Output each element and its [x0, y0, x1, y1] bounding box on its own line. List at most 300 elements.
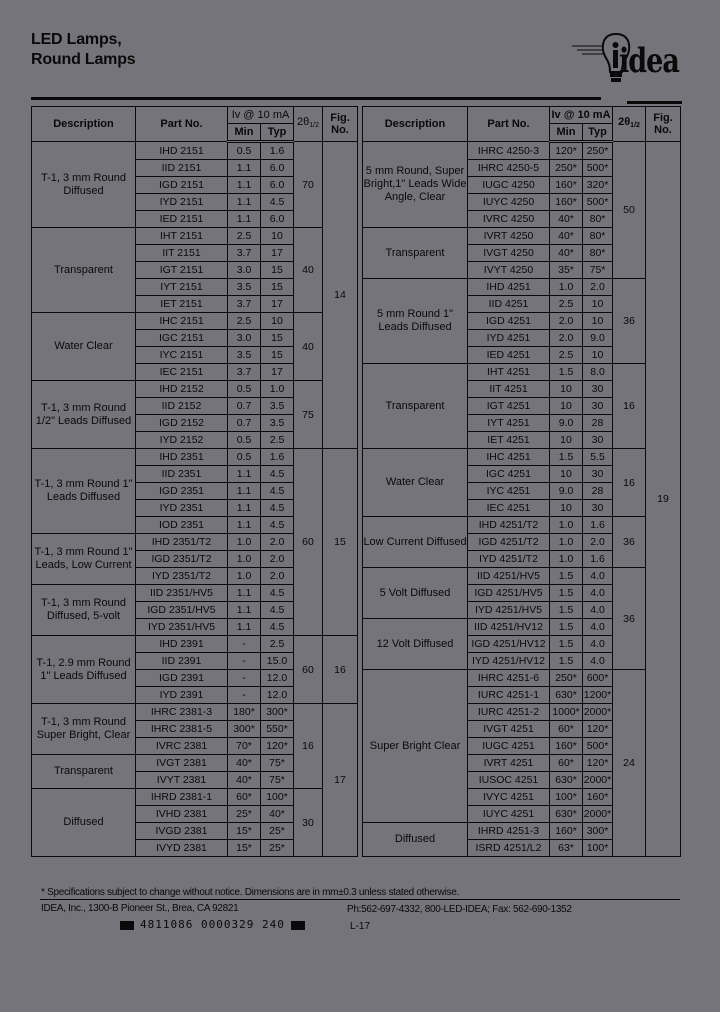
- part-number: IID 4251/HV12: [468, 619, 550, 636]
- iv-min: 1.1: [228, 585, 261, 602]
- iv-typ: 1.6: [261, 449, 294, 466]
- barcode-block-icon: [291, 921, 305, 930]
- part-number: IHC 4251: [468, 449, 550, 466]
- table-row: [32, 228, 358, 245]
- iv-typ: 28: [583, 415, 613, 432]
- part-number: IYD 2351: [136, 500, 228, 517]
- group-description: 12 Volt Diffused: [363, 619, 468, 670]
- viewing-angle: 16: [613, 364, 646, 449]
- viewing-angle: 30: [294, 789, 323, 857]
- iv-min: 250*: [550, 160, 583, 177]
- part-number: IYD 2351/HV5: [136, 619, 228, 636]
- iv-min: 1.0: [228, 534, 261, 551]
- barcode-block-icon: [120, 921, 134, 930]
- iv-typ: 30: [583, 432, 613, 449]
- part-number: IHD 2351/T2: [136, 534, 228, 551]
- iv-typ: 2000*: [583, 806, 613, 823]
- right-spec-table: [362, 106, 681, 857]
- iv-typ: 4.5: [261, 500, 294, 517]
- iv-min: 160*: [550, 194, 583, 211]
- part-number: IVGT 4250: [468, 245, 550, 262]
- iv-min: 9.0: [550, 483, 583, 500]
- viewing-angle: 40: [294, 228, 323, 313]
- group-description: Water Clear: [363, 449, 468, 517]
- part-number: IGC 4251: [468, 466, 550, 483]
- iv-min: 1.1: [228, 177, 261, 194]
- part-number: IID 2151: [136, 160, 228, 177]
- iv-typ: 4.0: [583, 636, 613, 653]
- part-number: IYC 4251: [468, 483, 550, 500]
- iv-min: 0.5: [228, 449, 261, 466]
- group-description: T-1, 3 mm Round 1" Leads Diffused: [32, 449, 136, 534]
- viewing-angle: 40: [294, 313, 323, 381]
- group-description: T-1, 3 mm Round 1" Leads, Low Current: [32, 534, 136, 585]
- iv-typ: 12.0: [261, 670, 294, 687]
- iv-min: 70*: [228, 738, 261, 755]
- part-number: IUYC 4250: [468, 194, 550, 211]
- iv-typ: 6.0: [261, 211, 294, 228]
- part-number: IHD 2151: [136, 142, 228, 160]
- group-description: T-1, 2.9 mm Round 1" Leads Diffused: [32, 636, 136, 704]
- part-number: IVGD 2381: [136, 823, 228, 840]
- iv-min: 160*: [550, 823, 583, 840]
- iv-typ: 9.0: [583, 330, 613, 347]
- part-number: IHRD 4251-3: [468, 823, 550, 840]
- part-number: IVGT 2381: [136, 755, 228, 772]
- iv-min: 40*: [550, 245, 583, 262]
- part-number: IHRD 2381-1: [136, 789, 228, 806]
- part-number: IGD 2351/T2: [136, 551, 228, 568]
- iv-min: 180*: [228, 704, 261, 721]
- col-part-no: Part No.: [136, 107, 228, 142]
- part-number: IGC 2151: [136, 330, 228, 347]
- group-description: Super Bright Clear: [363, 670, 468, 823]
- iv-min: 2.5: [228, 313, 261, 330]
- iv-typ: 4.5: [261, 194, 294, 211]
- iv-min: 60*: [228, 789, 261, 806]
- figure-number: 14: [323, 142, 358, 449]
- left-spec-table: [31, 106, 358, 857]
- col-iv-group: Iv @ 10 mA: [550, 107, 613, 124]
- iv-typ: 250*: [583, 142, 613, 160]
- part-number: IHD 2152: [136, 381, 228, 398]
- iv-min: 1.5: [550, 449, 583, 466]
- group-description: T-1, 3 mm Round 1/2" Leads Diffused: [32, 381, 136, 449]
- part-number: IVYT 2381: [136, 772, 228, 789]
- part-number: IYT 2151: [136, 279, 228, 296]
- table-row: [32, 381, 358, 398]
- iv-min: 40*: [228, 772, 261, 789]
- part-number: IGD 4251: [468, 313, 550, 330]
- iv-min: 0.7: [228, 398, 261, 415]
- title-rule: [31, 97, 601, 100]
- iv-min: 40*: [228, 755, 261, 772]
- iv-min: 3.5: [228, 279, 261, 296]
- iv-min: 1.5: [550, 364, 583, 381]
- iv-typ: 75*: [583, 262, 613, 279]
- group-description: 5 mm Round 1" Leads Diffused: [363, 279, 468, 364]
- iv-typ: 25*: [261, 840, 294, 857]
- iv-typ: 17: [261, 364, 294, 381]
- part-number: IYD 4251: [468, 330, 550, 347]
- iv-typ: 10: [261, 228, 294, 245]
- iv-typ: 4.0: [583, 653, 613, 670]
- iv-min: 1.1: [228, 619, 261, 636]
- part-number: IUYC 4251: [468, 806, 550, 823]
- part-number: IYT 4251: [468, 415, 550, 432]
- iv-typ: 17: [261, 296, 294, 313]
- part-number: IUSOC 4251: [468, 772, 550, 789]
- part-number: IGD 4251/HV12: [468, 636, 550, 653]
- iv-min: 2.0: [550, 313, 583, 330]
- iv-min: 3.0: [228, 330, 261, 347]
- part-number: IYD 4251/HV12: [468, 653, 550, 670]
- iv-min: 2.5: [550, 347, 583, 364]
- viewing-angle: 24: [613, 670, 646, 857]
- iv-typ: 2000*: [583, 704, 613, 721]
- iv-typ: 28: [583, 483, 613, 500]
- iv-min: 35*: [550, 262, 583, 279]
- col-angle: $2\theta_{1/2}$: [613, 107, 646, 142]
- col-description: Description: [363, 107, 468, 142]
- iv-min: 2.5: [550, 296, 583, 313]
- iv-typ: 120*: [261, 738, 294, 755]
- iv-min: 3.7: [228, 245, 261, 262]
- part-number: IYD 2351/T2: [136, 568, 228, 585]
- iv-typ: 80*: [583, 245, 613, 262]
- part-number: IYD 2391: [136, 687, 228, 704]
- iv-min: 1.0: [550, 279, 583, 296]
- group-description: Low Current Diffused: [363, 517, 468, 568]
- part-number: IGD 4251/HV5: [468, 585, 550, 602]
- iv-typ: 17: [261, 245, 294, 262]
- iv-typ: 1200*: [583, 687, 613, 704]
- iv-typ: 2.5: [261, 432, 294, 449]
- company-phone: Ph:562-697-4332, 800-LED-IDEA; Fax: 562-690-1352: [347, 904, 572, 915]
- iv-min: 10: [550, 500, 583, 517]
- part-number: IHRC 2381-5: [136, 721, 228, 738]
- viewing-angle: 50: [613, 142, 646, 279]
- iv-typ: 550*: [261, 721, 294, 738]
- part-number: IID 2152: [136, 398, 228, 415]
- iv-typ: 75*: [261, 772, 294, 789]
- group-description: Transparent: [32, 228, 136, 313]
- part-number: IIT 2151: [136, 245, 228, 262]
- part-number: IHT 4251: [468, 364, 550, 381]
- iv-min: 1.5: [550, 619, 583, 636]
- part-number: IYD 2152: [136, 432, 228, 449]
- part-number: IGD 2151: [136, 177, 228, 194]
- viewing-angle: 75: [294, 381, 323, 449]
- part-number: IGD 2351: [136, 483, 228, 500]
- iv-min: 1.1: [228, 466, 261, 483]
- part-number: IVRC 2381: [136, 738, 228, 755]
- table-row: [32, 449, 358, 466]
- part-number: IHC 2151: [136, 313, 228, 330]
- iv-typ: 1.6: [583, 517, 613, 534]
- iv-min: -: [228, 653, 261, 670]
- iv-typ: 500*: [583, 194, 613, 211]
- iv-min: -: [228, 687, 261, 704]
- iv-typ: 4.5: [261, 466, 294, 483]
- iv-typ: 6.0: [261, 160, 294, 177]
- iv-typ: 160*: [583, 789, 613, 806]
- iv-typ: 40*: [261, 806, 294, 823]
- barcode-text: 4811086 0000329 240: [140, 918, 285, 931]
- table-row: [32, 313, 358, 330]
- iv-typ: 2.0: [261, 568, 294, 585]
- table-row: [32, 636, 358, 653]
- footnote: * Specifications subject to change without notice. Dimensions are in mm±0.3 unless stated otherwise.: [41, 887, 459, 898]
- part-number: IVRT 4250: [468, 228, 550, 245]
- part-number: IHD 4251/T2: [468, 517, 550, 534]
- company-address: IDEA, Inc., 1300-B Pioneer St., Brea, CA 92821: [41, 903, 239, 914]
- viewing-angle: 36: [613, 279, 646, 364]
- col-iv-group: Iv @ 10 mA: [228, 107, 294, 124]
- iv-typ: 25*: [261, 823, 294, 840]
- iv-min: 2.5: [228, 228, 261, 245]
- iv-min: 15*: [228, 823, 261, 840]
- viewing-angle: 60: [294, 449, 323, 636]
- iv-min: 9.0: [550, 415, 583, 432]
- iv-min: 120*: [550, 142, 583, 160]
- title-line-1: LED Lamps,: [31, 31, 122, 48]
- iv-typ: 4.0: [583, 619, 613, 636]
- iv-typ: 80*: [583, 228, 613, 245]
- col-description: Description: [32, 107, 136, 142]
- part-number: IID 2351/HV5: [136, 585, 228, 602]
- iv-min: 15*: [228, 840, 261, 857]
- iv-min: 0.7: [228, 415, 261, 432]
- iv-min: -: [228, 636, 261, 653]
- part-number: IEC 4251: [468, 500, 550, 517]
- part-number: IET 4251: [468, 432, 550, 449]
- iv-min: 160*: [550, 738, 583, 755]
- col-typ: Typ: [261, 124, 294, 142]
- iv-typ: 2.0: [583, 534, 613, 551]
- iv-min: 100*: [550, 789, 583, 806]
- iv-typ: 30: [583, 500, 613, 517]
- iv-typ: 10: [261, 313, 294, 330]
- iv-typ: 4.5: [261, 619, 294, 636]
- table-row: [32, 704, 358, 721]
- part-number: IURC 4251-2: [468, 704, 550, 721]
- iv-min: 1.0: [228, 551, 261, 568]
- part-number: IVRC 4250: [468, 211, 550, 228]
- part-number: IID 4251/HV5: [468, 568, 550, 585]
- part-number: IID 4251: [468, 296, 550, 313]
- iv-typ: 500*: [583, 160, 613, 177]
- viewing-angle: 60: [294, 636, 323, 704]
- iv-typ: 15: [261, 279, 294, 296]
- iv-min: 1000*: [550, 704, 583, 721]
- iv-min: 1.1: [228, 500, 261, 517]
- part-number: ISRD 4251/L2: [468, 840, 550, 857]
- part-number: IID 2391: [136, 653, 228, 670]
- iv-typ: 3.5: [261, 415, 294, 432]
- iv-typ: 2.5: [261, 636, 294, 653]
- iv-min: 3.7: [228, 296, 261, 313]
- iv-min: 1.5: [550, 585, 583, 602]
- iv-typ: 100*: [261, 789, 294, 806]
- title-line-2: Round Lamps: [31, 51, 136, 68]
- iv-min: 1.5: [550, 602, 583, 619]
- iv-min: 3.5: [228, 347, 261, 364]
- iv-typ: 1.6: [583, 551, 613, 568]
- part-number: IGT 2151: [136, 262, 228, 279]
- viewing-angle: 16: [294, 704, 323, 789]
- iv-min: 300*: [228, 721, 261, 738]
- part-number: IYD 4251/T2: [468, 551, 550, 568]
- iv-typ: 300*: [261, 704, 294, 721]
- table-row: [363, 517, 681, 534]
- iv-typ: 100*: [583, 840, 613, 857]
- table-row: [363, 449, 681, 466]
- part-number: IEC 2151: [136, 364, 228, 381]
- part-number: IHD 2391: [136, 636, 228, 653]
- col-fig: Fig. No.: [646, 107, 681, 142]
- part-number: IED 2151: [136, 211, 228, 228]
- group-description: T-1, 3 mm Round Super Bright, Clear: [32, 704, 136, 755]
- group-description: T-1, 3 mm Round Diffused, 5-volt: [32, 585, 136, 636]
- iv-typ: 600*: [583, 670, 613, 687]
- table-row: [32, 789, 358, 806]
- iv-min: 630*: [550, 772, 583, 789]
- iv-typ: 4.5: [261, 585, 294, 602]
- iv-min: 1.0: [550, 534, 583, 551]
- part-number: IUGC 4251: [468, 738, 550, 755]
- iv-min: 1.1: [228, 211, 261, 228]
- col-typ: Typ: [583, 124, 613, 142]
- iv-min: 1.1: [228, 483, 261, 500]
- iv-min: 60*: [550, 755, 583, 772]
- iv-min: 0.5: [228, 432, 261, 449]
- part-number: IYD 2151: [136, 194, 228, 211]
- iv-min: 3.7: [228, 364, 261, 381]
- iv-typ: 2.0: [261, 534, 294, 551]
- iv-min: 2.0: [550, 330, 583, 347]
- figure-number: 16: [323, 636, 358, 704]
- group-description: Transparent: [363, 228, 468, 279]
- iv-typ: 10: [583, 313, 613, 330]
- part-number: IOD 2351: [136, 517, 228, 534]
- iv-typ: 120*: [583, 755, 613, 772]
- iv-typ: 30: [583, 381, 613, 398]
- part-number: IHD 2351: [136, 449, 228, 466]
- part-number: IYC 2151: [136, 347, 228, 364]
- barcode-line: [114, 918, 311, 931]
- iv-min: 25*: [228, 806, 261, 823]
- part-number: IVYC 4251: [468, 789, 550, 806]
- col-angle: $2\theta_{1/2}$: [294, 107, 323, 142]
- col-part-no: Part No.: [468, 107, 550, 142]
- iv-typ: 4.5: [261, 602, 294, 619]
- iv-min: 40*: [550, 211, 583, 228]
- iv-min: 1.1: [228, 517, 261, 534]
- iv-typ: 2.0: [261, 551, 294, 568]
- iv-typ: 300*: [583, 823, 613, 840]
- iv-typ: 4.5: [261, 517, 294, 534]
- iv-min: 10: [550, 466, 583, 483]
- page-number: L-17: [350, 921, 371, 932]
- iv-typ: 4.0: [583, 602, 613, 619]
- part-number: IVGT 4251: [468, 721, 550, 738]
- iv-typ: 10: [583, 296, 613, 313]
- iv-min: 63*: [550, 840, 583, 857]
- viewing-angle: 16: [613, 449, 646, 517]
- iv-min: 0.5: [228, 142, 261, 160]
- group-description: Diffused: [363, 823, 468, 857]
- logo-text: idea: [619, 42, 679, 81]
- col-min: Min: [228, 124, 261, 142]
- part-number: IHT 2151: [136, 228, 228, 245]
- iv-typ: 30: [583, 398, 613, 415]
- part-number: IURC 4251-1: [468, 687, 550, 704]
- table-row: [363, 568, 681, 585]
- iv-min: 1.5: [550, 568, 583, 585]
- part-number: IVHD 2381: [136, 806, 228, 823]
- iv-typ: 10: [583, 347, 613, 364]
- group-description: T-1, 3 mm Round Diffused: [32, 142, 136, 228]
- part-number: IGD 2152: [136, 415, 228, 432]
- table-row: [363, 364, 681, 381]
- figure-number: 15: [323, 449, 358, 636]
- iv-min: 1.1: [228, 194, 261, 211]
- iv-typ: 1.6: [261, 142, 294, 160]
- iv-min: 1.0: [550, 551, 583, 568]
- col-min: Min: [550, 124, 583, 142]
- part-number: IVYT 4250: [468, 262, 550, 279]
- part-number: IHRC 4251-6: [468, 670, 550, 687]
- table-row: [32, 142, 358, 160]
- iv-min: 630*: [550, 687, 583, 704]
- iv-typ: 15.0: [261, 653, 294, 670]
- iv-typ: 4.0: [583, 585, 613, 602]
- part-number: IIT 4251: [468, 381, 550, 398]
- iv-typ: 4.0: [583, 568, 613, 585]
- iv-min: 10: [550, 432, 583, 449]
- group-description: Diffused: [32, 789, 136, 857]
- iv-typ: 80*: [583, 211, 613, 228]
- iv-min: 40*: [550, 228, 583, 245]
- iv-typ: 12.0: [261, 687, 294, 704]
- iv-typ: 5.5: [583, 449, 613, 466]
- iv-typ: 320*: [583, 177, 613, 194]
- iv-min: 0.5: [228, 381, 261, 398]
- iv-typ: 120*: [583, 721, 613, 738]
- iv-typ: 6.0: [261, 177, 294, 194]
- part-number: IVRT 4251: [468, 755, 550, 772]
- part-number: IHD 4251: [468, 279, 550, 296]
- iv-typ: 15: [261, 262, 294, 279]
- iv-typ: 75*: [261, 755, 294, 772]
- group-description: Water Clear: [32, 313, 136, 381]
- part-number: IVYD 2381: [136, 840, 228, 857]
- group-description: Transparent: [363, 364, 468, 449]
- part-number: IED 4251: [468, 347, 550, 364]
- iv-min: 60*: [550, 721, 583, 738]
- viewing-angle: 36: [613, 568, 646, 670]
- iv-min: -: [228, 670, 261, 687]
- iv-min: 10: [550, 398, 583, 415]
- iv-min: 1.0: [550, 517, 583, 534]
- part-number: IGD 2391: [136, 670, 228, 687]
- iv-min: 10: [550, 381, 583, 398]
- part-number: IUGC 4250: [468, 177, 550, 194]
- iv-min: 630*: [550, 806, 583, 823]
- table-row: [363, 279, 681, 296]
- iv-min: 1.5: [550, 653, 583, 670]
